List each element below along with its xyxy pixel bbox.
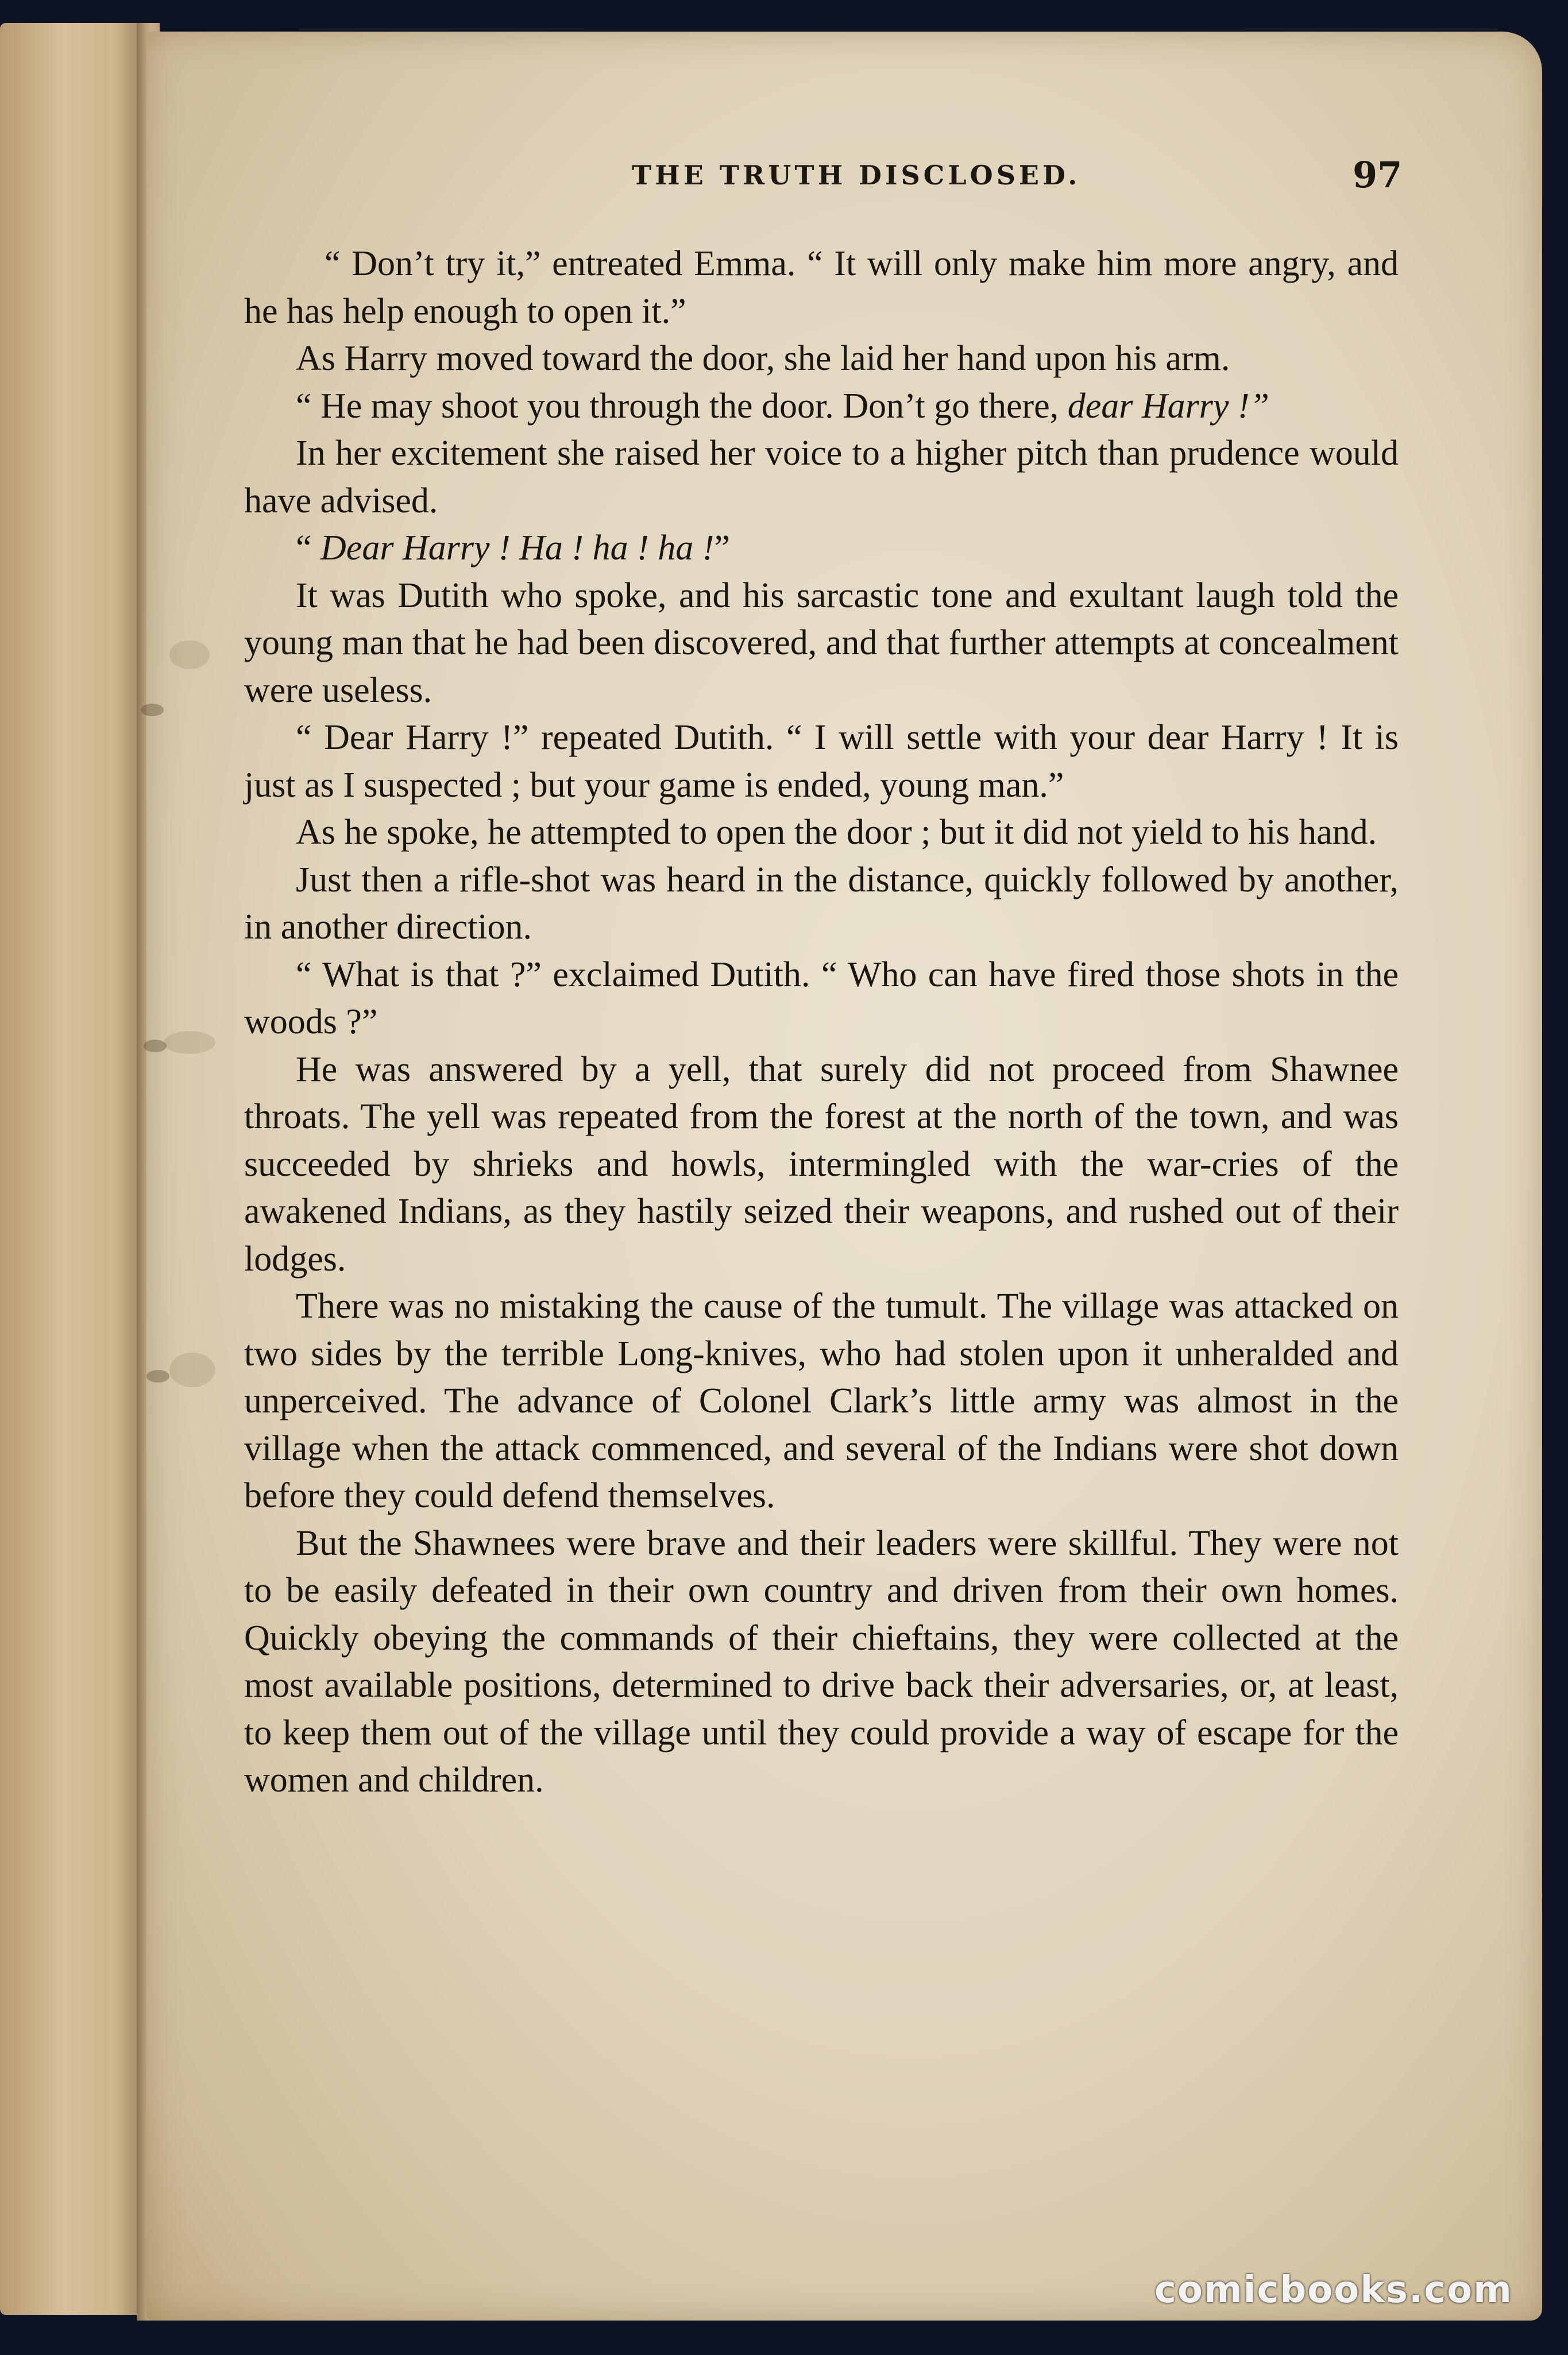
paragraph	[244, 1520, 1399, 1804]
paragraph	[244, 856, 1399, 951]
paragraph-text: “ Don’t try it,” entreated Emma. “ It will only make him more angry, and he has help enough to open it.”	[244, 244, 1399, 331]
paragraph-text: “	[296, 528, 321, 567]
paragraph-text: But the Shawnees were brave and their leaders were skillful. They were not to be easily defeated in their own country and driven from their own homes. Quickly obeying the commands of their chieftains, they were collected at the most available positions, determined to drive back their adversaries, or, at least, to keep them out of the village until they could provide a way of escape for the women and children.	[244, 1523, 1399, 1800]
paragraph	[244, 335, 1399, 383]
paragraph-text: It was Dutith who spoke, and his sarcastic tone and exultant laugh told the young man that he had been discovered, and that further attempts at concealment were useless.	[244, 576, 1399, 710]
paragraph-text: As he spoke, he attempted to open the door ; but it did not yield to his hand.	[296, 813, 1377, 852]
running-head	[0, 154, 1568, 206]
paragraph-text: In her excitement she raised her voice to a higher pitch than prudence would have advised.	[244, 434, 1399, 520]
paragraph-text: As Harry moved toward the door, she laid her hand upon his arm.	[296, 339, 1230, 378]
body-text	[244, 240, 1399, 1804]
paragraph	[244, 951, 1399, 1046]
paragraph	[244, 430, 1399, 524]
paragraph-text: There was no mistaking the cause of the tumult. The village was attacked on two sides by the terrible Long-knives, who had stolen upon it unheralded and unperceived. The advance of Colonel Clark’s little army was almost in the village when the attack commenced, and several of the Indians were shot down before they could defend themselves.	[244, 1287, 1399, 1515]
italic-text: dear Harry !”	[1067, 386, 1270, 426]
paragraph	[244, 1283, 1399, 1520]
italic-text: Dear Harry ! Ha ! ha ! ha !	[320, 528, 715, 567]
paragraph	[244, 1046, 1399, 1283]
paragraph	[244, 524, 1399, 572]
running-title: THE TRUTH DISCLOSED.	[632, 160, 1081, 191]
paragraph	[244, 572, 1399, 715]
paragraph-text: ”	[714, 528, 730, 567]
paragraph-text: “ What is that ?” exclaimed Dutith. “ Who can have fired those shots in the woods ?”	[244, 955, 1399, 1041]
binding-hole-mark	[141, 704, 164, 716]
paragraph	[244, 714, 1399, 809]
paragraph	[244, 809, 1399, 856]
paper-stain	[164, 1031, 215, 1054]
binding-hole-mark	[144, 1040, 167, 1052]
binding-hole-mark	[146, 1370, 169, 1383]
paragraph	[244, 383, 1399, 430]
paragraph	[244, 240, 1399, 335]
paragraph-text: Just then a rifle-shot was heard in the distance, quickly followed by another, in another direction.	[244, 860, 1399, 947]
page-number: 97	[1353, 154, 1403, 196]
paragraph-text: “ He may shoot you through the door. Don’t go there,	[296, 386, 1068, 426]
paragraph-text: “ Dear Harry !” repeated Dutith. “ I will settle with your dear Harry ! It is just as I suspected ; but your game is ended, young man.”	[244, 718, 1399, 805]
paper-stain	[169, 1353, 215, 1387]
watermark: comicbooks.com	[1154, 2269, 1513, 2311]
paragraph-text: He was answered by a yell, that surely did not proceed from Shawnee throats. The yell was repeated from the forest at the north of the town, and was succeeded by shrieks and howls, intermingled with the war-cries of the awakened Indians, as they hastily seized their weapons, and rushed out of their lodges.	[244, 1049, 1399, 1279]
paper-stain	[169, 640, 210, 669]
facing-page-edge	[0, 23, 144, 2315]
